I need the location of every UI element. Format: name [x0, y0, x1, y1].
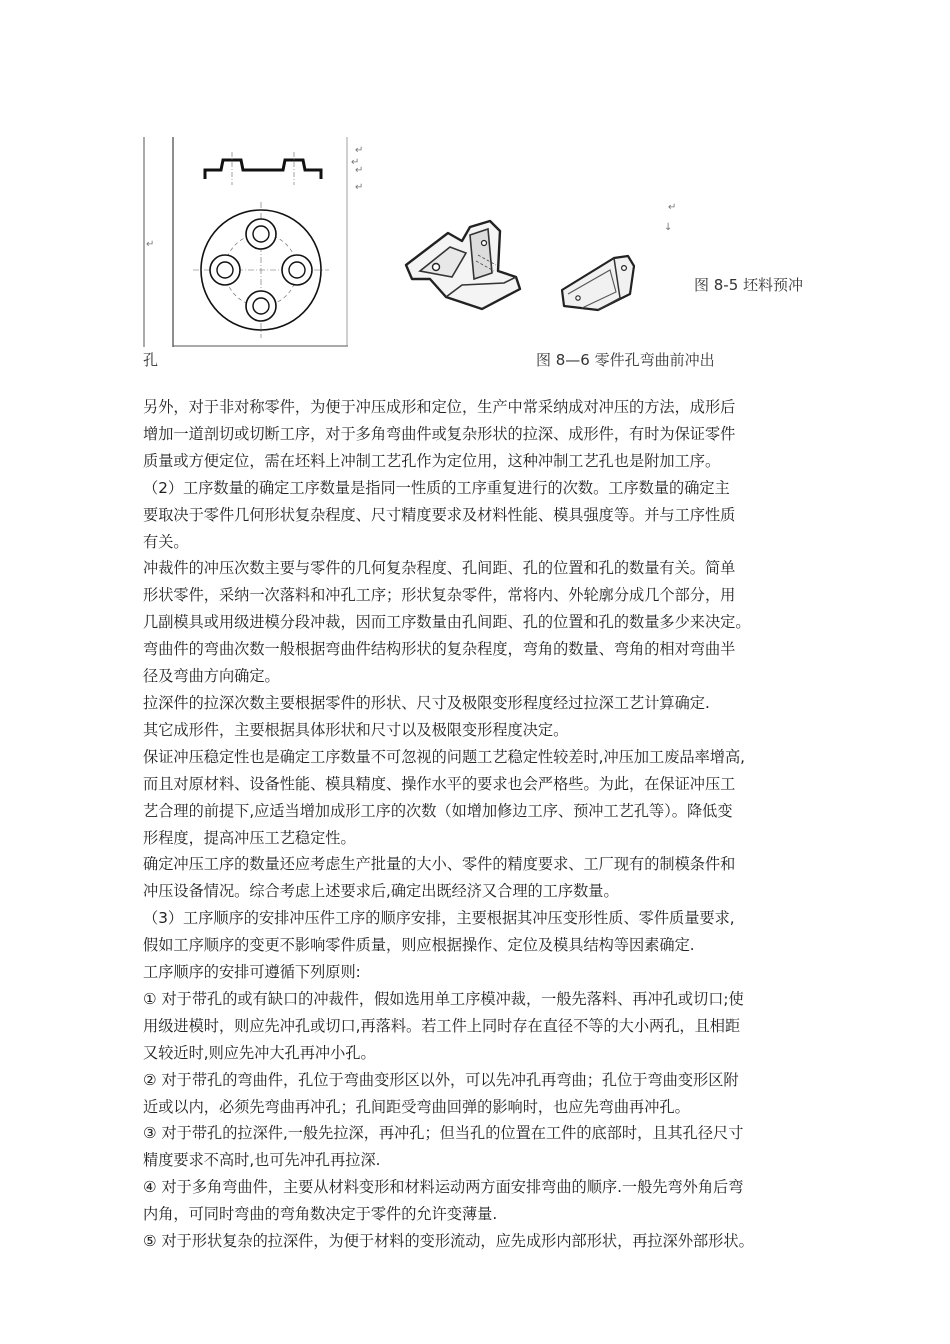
text-line: 冲压设备情况。综合考虑上述要求后,确定出既经济又合理的工序数量。: [143, 882, 619, 901]
return-mark: ↵: [351, 157, 360, 168]
text-line: 要取决于零件几何形状复杂程度、尺寸精度要求及材料性能、模具强度等。并与工序性质: [143, 505, 736, 524]
down-arrow-mark: ↓: [664, 222, 673, 233]
text-line: 假如工序顺序的变更不影响零件质量，则应根据操作、定位及模具结构等因素确定.: [143, 936, 695, 955]
text-line: 精度要求不高时,也可先冲孔再拉深.: [143, 1151, 381, 1170]
text-line: 艺合理的前提下,应适当增加成形工序的次数（如增加修边工序、预冲工艺孔等）。降低变: [143, 801, 733, 820]
text-line: 形程度，提高冲压工艺稳定性。: [143, 828, 356, 847]
text-line: 而且对原材料、设备性能、模具精度、操作水平的要求也会严格些。为此，在保证冲压工: [143, 774, 736, 793]
text-line: 保证冲压稳定性也是确定工序数量不可忽视的问题工艺稳定性较差时,冲压加工废品率增高,: [143, 747, 745, 766]
return-mark: ↵: [355, 165, 364, 176]
text-line: 几副模具或用级进模分段冲裁，因而工序数量由孔间距、孔的位置和孔的数量多少来决定。: [143, 613, 751, 632]
text-line: 有关。: [143, 532, 189, 551]
text-line: 确定冲压工序的数量还应考虑生产批量的大小、零件的精度要求、工厂现有的制模条件和: [143, 855, 736, 874]
text-line: 工序顺序的安排可遵循下列原则:: [143, 963, 361, 982]
text-line: 质量或方便定位，需在坯料上冲制工艺孔作为定位用，这种冲制工艺孔也是附加工序。: [143, 451, 721, 470]
text-line: 近或以内，必须先弯曲再冲孔；孔间距受弯曲回弹的影响时，也应先弯曲再冲孔。: [143, 1097, 690, 1116]
text-line: ① 对于带孔的或有缺口的冲裁件，假如选用单工序模冲裁，一般先落料、再冲孔或切口;使: [143, 989, 744, 1008]
text-line: ③ 对于带孔的拉深件,一般先拉深，再冲孔；但当孔的位置在工件的底部时，且其孔径尺寸: [143, 1124, 744, 1143]
text-line: （3）工序顺序的安排冲压件工序的顺序安排，主要根据其冲压变形性质、零件质量要求,: [143, 909, 735, 928]
text-line: 弯曲件的弯曲次数一般根据弯曲件结构形状的复杂程度，弯角的数量、弯角的相对弯曲半: [143, 640, 736, 659]
bent-bracket-drawing: [558, 252, 640, 314]
text-line: 其它成形件，主要根据具体形状和尺寸以及极限变形程度决定。: [143, 720, 569, 739]
return-mark: ↵: [146, 239, 155, 250]
text-line: 增加一道剖切或切断工序，对于多角弯曲件或复杂形状的拉深、成形件，有时为保证零件: [143, 424, 736, 443]
text-line: 内角，可同时弯曲的弯角数决定于零件的允许变薄量.: [143, 1205, 498, 1224]
text-line: ⑤ 对于形状复杂的拉深件，为便于材料的变形流动，应先成形内部形状，再拉深外部形状。: [143, 1232, 754, 1251]
text-line: 拉深件的拉深次数主要根据零件的形状、尺寸及极限变形程度经过拉深工艺计算确定.: [143, 693, 710, 712]
figure-caption-8-6: 图 8—6 零件孔弯曲前冲出: [536, 351, 715, 369]
blank-prepunch-drawing: [143, 137, 348, 347]
figure-caption-8-5: 图 8-5 坯料预冲: [694, 276, 804, 294]
return-mark: ↵: [355, 182, 364, 193]
return-mark: ↵: [355, 145, 364, 156]
text-line: 又较近时,则应先冲大孔再冲小孔。: [143, 1043, 376, 1062]
figure-area: [0, 0, 950, 380]
text-line: 冲裁件的冲压次数主要与零件的几何复杂程度、孔间距、孔的位置和孔的数量有关。简单: [143, 559, 736, 578]
text-line: 径及弯曲方向确定。: [143, 667, 280, 686]
text-line: 另外，对于非对称零件，为便于冲压成形和定位，生产中常采纳成对冲压的方法，成形后: [143, 398, 736, 416]
bent-part-drawing: [400, 213, 524, 313]
text-line: 形状零件，采纳一次落料和冲孔工序；形状复杂零件，常将内、外轮廓分成几个部分，用: [143, 586, 736, 605]
body-text: [143, 394, 823, 1255]
return-mark: ↵: [668, 202, 677, 213]
text-line: ② 对于带孔的弯曲件，孔位于弯曲变形区以外，可以先冲孔再弯曲；孔位于弯曲变形区附: [143, 1070, 739, 1089]
left-caption-tail: 孔: [143, 351, 159, 369]
text-line: ④ 对于多角弯曲件，主要从材料变形和材料运动两方面安排弯曲的顺序.一般先弯外角后弯: [143, 1178, 744, 1197]
text-line: 用级进模时，则应先冲孔或切口,再落料。若工件上同时存在直径不等的大小两孔，且相距: [143, 1016, 741, 1035]
text-line: （2）工序数量的确定工序数量是指同一性质的工序重复进行的次数。工序数量的确定主: [143, 478, 730, 497]
